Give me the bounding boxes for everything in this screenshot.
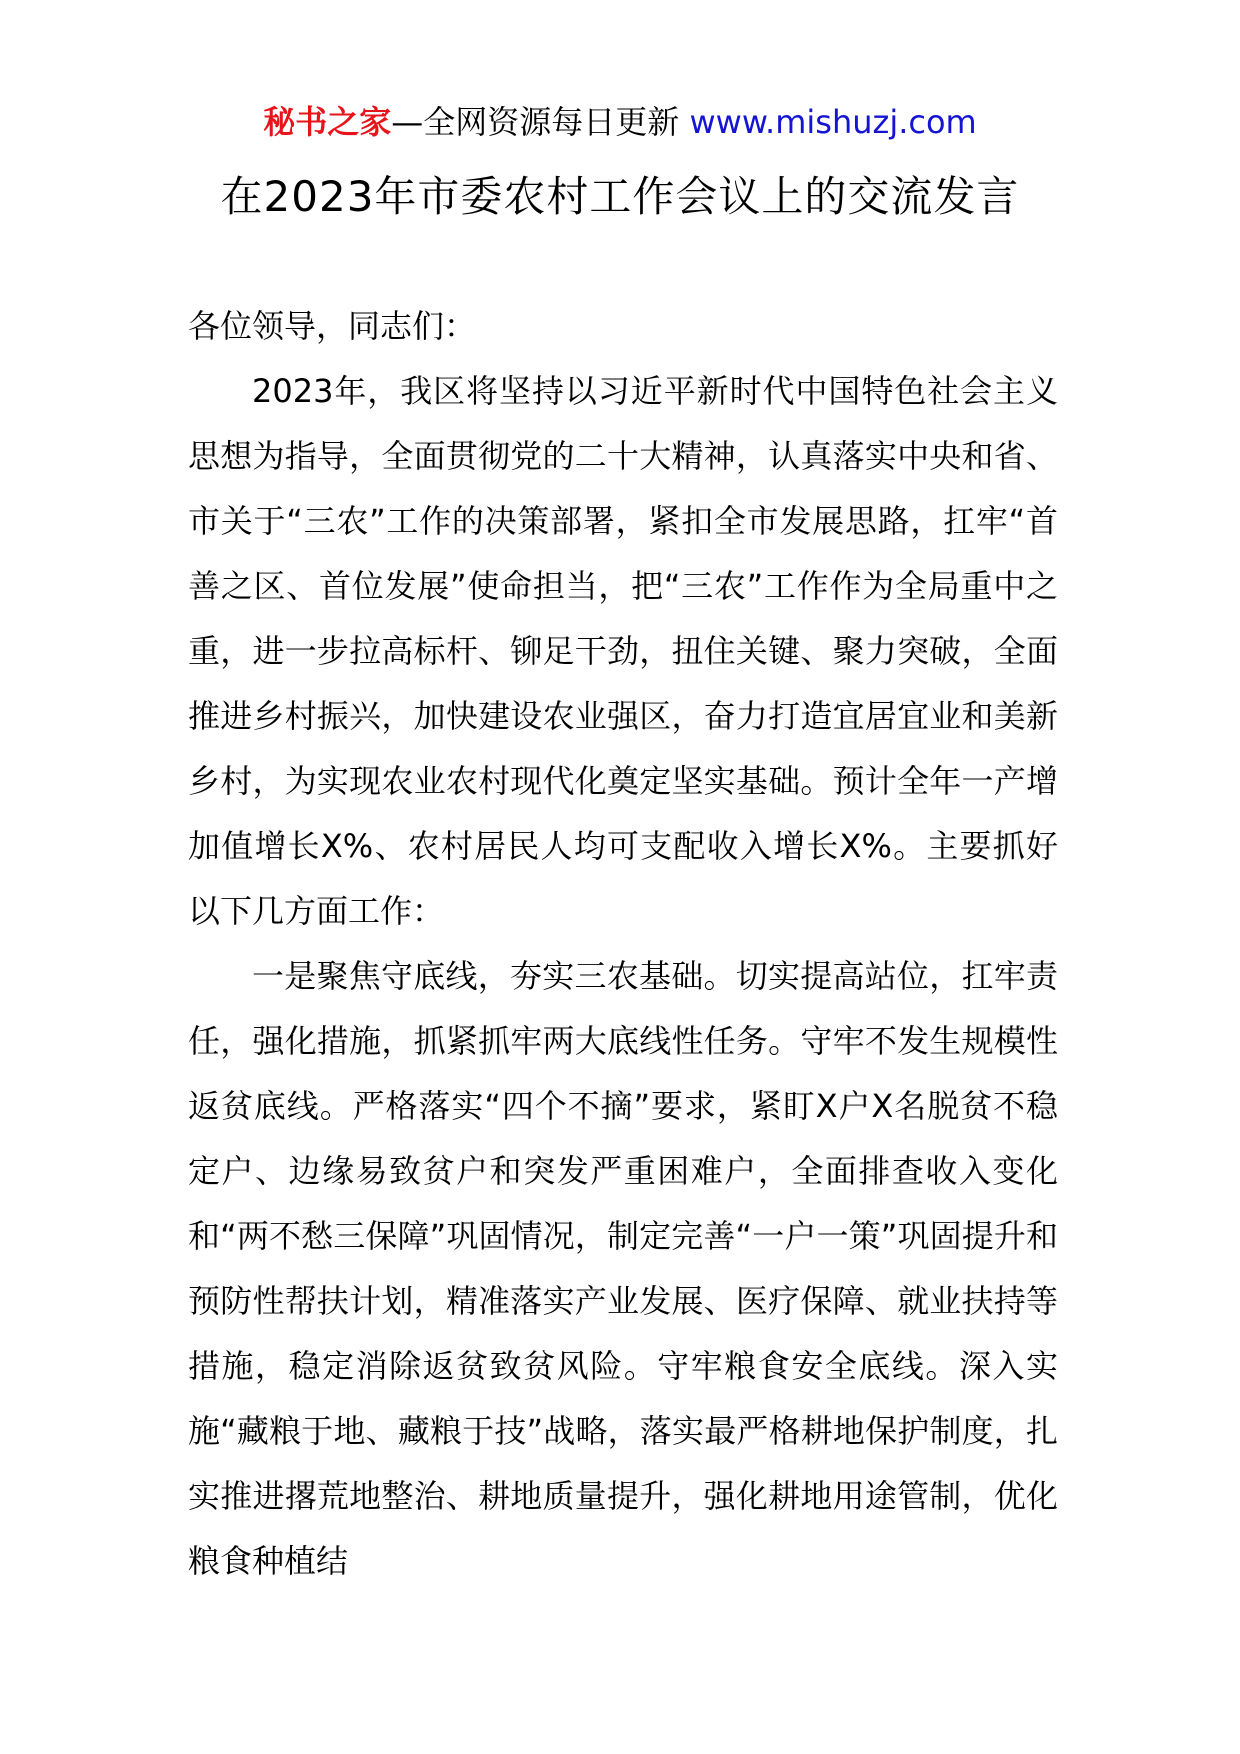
site-url-link[interactable]: www.mishuzj.com — [689, 103, 977, 141]
salutation: 各位领导，同志们： — [188, 307, 477, 345]
paragraph-bottom-line: 一是聚焦守底线，夯实三农基础。切实提高站位，扛牢责任，强化措施，抓紧抓牢两大底线性任务。守牢不发生规模性返贫底线。严格落实“四个不摘”要求，紧盯X户X名脱贫不稳定户、边缘易致贫户和突发严重困难户，全面排查收入变化和“两不愁三保障”巩固情况，制定完善“一户一策”巩固提升和预防性帮扶计划，精准落实产业发展、医疗保障、就业扶持等措施，稳定消除返贫致贫风险。守牢粮食安全底线。深入实施“藏粮于地、藏粮于技”战略，落实最严格耕地保护制度，扎实推进撂荒地整治、耕地质量提升，强化耕地用途管制，优化粮食种植结 — [188, 957, 1058, 1580]
document-title: 在2023年市委农村工作会议上的交流发言 — [220, 172, 1020, 221]
document-body — [188, 294, 1058, 1594]
site-header — [0, 100, 1240, 144]
site-name: 秘书之家 — [263, 103, 392, 141]
site-tagline: —全网资源每日更新 — [391, 103, 690, 141]
paragraph-intro: 2023年，我区将坚持以习近平新时代中国特色社会主义思想为指导，全面贯彻党的二十大精神，认真落实中央和省、市关于“三农”工作的决策部署，紧扣全市发展思路，扛牢“首善之区、首位发展”使命担当，把“三农”工作作为全局重中之重，进一步拉高标杆、铆足干劲，扭住关键、聚力突破，全面推进乡村振兴，加快建设农业强区，奋力打造宜居宜业和美新乡村，为实现农业农村现代化奠定坚实基础。预计全年一产增加值增长X%、农村居民人均可支配收入增长X%。主要抓好以下几方面工作： — [188, 372, 1058, 930]
